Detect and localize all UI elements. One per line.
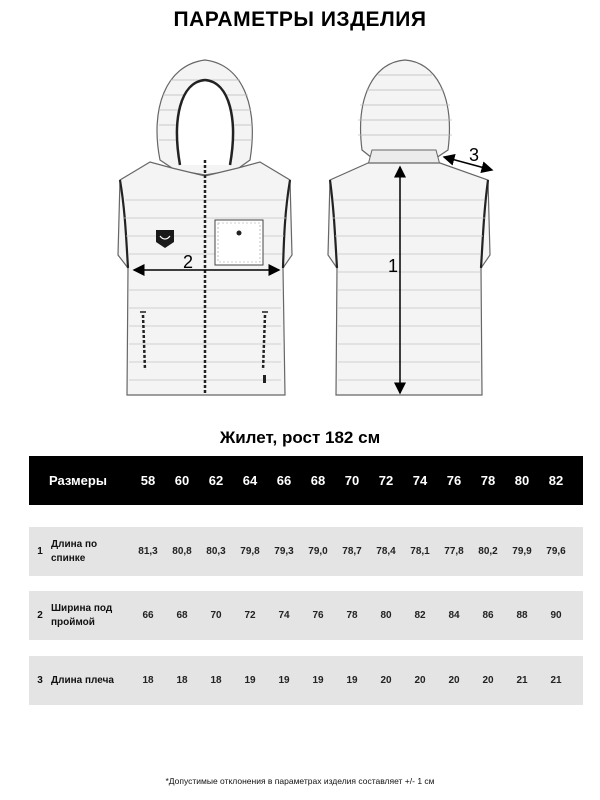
vest-front-view (118, 60, 292, 395)
value-cell: 18 (142, 675, 154, 686)
size-cell: 80 (514, 473, 530, 488)
value-cell: 78,1 (410, 546, 430, 557)
value-cell: 80,8 (172, 546, 192, 557)
row-cells (131, 546, 583, 557)
value-cell: 20 (380, 675, 392, 686)
row-label-line: Ширина под (51, 602, 113, 614)
value-cell: 79,6 (546, 546, 566, 557)
row-cells (131, 610, 583, 621)
size-cells (131, 473, 583, 488)
value-cell: 82 (414, 610, 426, 621)
row-number: 3 (37, 675, 43, 686)
value-cell: 21 (516, 675, 528, 686)
value-cell: 18 (176, 675, 188, 686)
value-cell: 19 (278, 675, 290, 686)
measure-2-label: 2 (182, 252, 194, 272)
value-cell: 86 (482, 610, 494, 621)
measure-1-label: 1 (387, 256, 399, 276)
value-cell: 77,8 (444, 546, 464, 557)
value-cell: 90 (550, 610, 562, 621)
row-number: 1 (37, 546, 43, 557)
size-cell: 70 (344, 473, 360, 488)
value-cell: 84 (448, 610, 460, 621)
size-cell: 68 (310, 473, 326, 488)
row-label-line: проймой (51, 616, 95, 628)
product-subtitle: Жилет, рост 182 см (219, 428, 381, 447)
value-cell: 79,8 (240, 546, 260, 557)
row-label-line: Длина по (51, 538, 98, 550)
value-cell: 78 (346, 610, 358, 621)
value-cell: 70 (210, 610, 222, 621)
page-title: ПАРАМЕТРЫ ИЗДЕЛИЯ (173, 8, 427, 31)
value-cell: 76 (312, 610, 324, 621)
value-cell: 20 (482, 675, 494, 686)
value-cell: 19 (312, 675, 324, 686)
value-cell: 20 (414, 675, 426, 686)
size-cell: 82 (548, 473, 564, 488)
row-label (51, 602, 131, 630)
value-cell: 18 (210, 675, 222, 686)
row-number: 2 (37, 610, 43, 621)
vest-diagram (0, 40, 600, 420)
value-cell: 79,0 (308, 546, 328, 557)
value-cell: 79,9 (512, 546, 532, 557)
value-cell: 20 (448, 675, 460, 686)
size-cell: 60 (174, 473, 190, 488)
value-cell: 21 (550, 675, 562, 686)
row-label-line: спинке (51, 552, 86, 564)
sizes-header-label: Размеры (49, 473, 107, 488)
value-cell: 78,4 (376, 546, 396, 557)
vest-back-view (328, 60, 492, 395)
table-row (29, 591, 583, 640)
value-cell: 72 (244, 610, 256, 621)
value-cell: 79,3 (274, 546, 294, 557)
value-cell: 80,3 (206, 546, 226, 557)
size-cell: 72 (378, 473, 394, 488)
size-cell: 76 (446, 473, 462, 488)
table-row (29, 527, 583, 576)
row-cells (131, 675, 583, 686)
value-cell: 19 (244, 675, 256, 686)
size-cell: 78 (480, 473, 496, 488)
size-cell: 58 (140, 473, 156, 488)
value-cell: 81,3 (138, 546, 158, 557)
value-cell: 80,2 (478, 546, 498, 557)
measure-3-label: 3 (468, 145, 480, 165)
value-cell: 88 (516, 610, 528, 621)
size-cell: 62 (208, 473, 224, 488)
value-cell: 19 (346, 675, 358, 686)
value-cell: 74 (278, 610, 290, 621)
table-row (29, 656, 583, 705)
value-cell: 68 (176, 610, 188, 621)
tolerance-footnote: *Допустимые отклонения в параметрах изделия составляет +/- 1 см (165, 776, 435, 786)
size-cell: 64 (242, 473, 258, 488)
row-label (51, 538, 131, 566)
row-label (51, 674, 131, 688)
row-label-line: Длина плеча (51, 674, 114, 686)
value-cell: 80 (380, 610, 392, 621)
value-cell: 78,7 (342, 546, 362, 557)
size-cell: 74 (412, 473, 428, 488)
value-cell: 66 (142, 610, 154, 621)
size-header-row (29, 456, 583, 505)
size-cell: 66 (276, 473, 292, 488)
